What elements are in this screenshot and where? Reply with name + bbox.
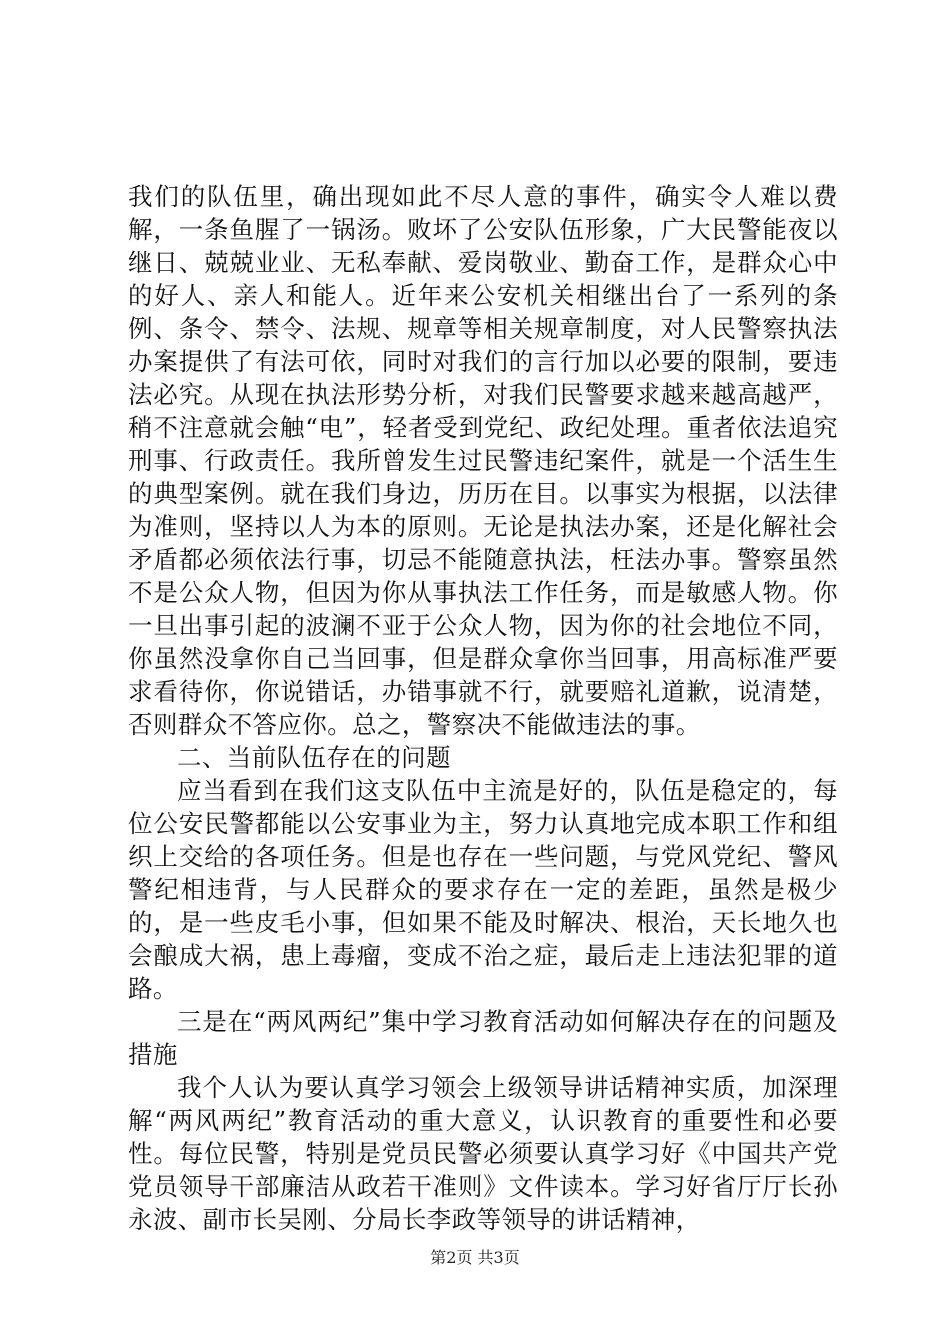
section-heading-two: 二、当前队伍存在的问题 xyxy=(177,743,451,772)
paragraph-team-issues: 应当看到在我们这支队伍中主流是好的，队伍是稳定的，每位公安民警都能以公安事业为主，努力认真地完成本职工作和组织上交给的各项任务。但是也存在一些问题，与党风党纪、警风警纪相违背，与人民群众的要求存在一定的差距，虽然是极少的，是一些皮毛小事，但如果不能及时解决、根治，天长地久也会酿成大祸，患上毒瘤，变成不治之症，最后走上违法犯罪的道路。 xyxy=(128,776,838,1003)
document-body xyxy=(128,180,838,1236)
page-number-footer: 第2页 共3页 xyxy=(430,1248,520,1267)
section-heading-three: 三是在“两风两纪”集中学习教育活动如何解决存在的问题及措施 xyxy=(128,1007,838,1069)
paragraph-measures: 我个人认为要认真学习领会上级领导讲话精神实质，加深理解“两风两纪”教育活动的重大意义，认识教育的重要性和必要性。每位民警，特别是党员民警必须要认真学习好《中国共产党党员领导干部廉洁从政若干准则》文件读本。学习好省厅厅长孙永波、副市长吴刚、分局长李政等领导的讲话精神， xyxy=(128,1073,838,1234)
paragraph-continuation: 我们的队伍里，确出现如此不尽人意的事件，确实令人难以费解，一条鱼腥了一锅汤。败坏了公安队伍形象，广大民警能夜以继日、兢兢业业、无私奉献、爱岗敬业、勤奋工作，是群众心中的好人、亲人和能人。近年来公安机关相继出台了一系列的条例、条令、禁令、法规、规章等相关规章制度，对人民警察执法办案提供了有法可依，同时对我们的言行加以必要的限制，要违法必究。从现在执法形势分析，对我们民警要求越来越高越严，稍不注意就会触“电”，轻者受到党纪、政纪处理。重者依法追究刑事、行政责任。我所曾发生过民警违纪案件，就是一个活生生的典型案例。就在我们身边，历历在目。以事实为根据，以法律为准则，坚持以人为本的原则。无论是执法办案，还是化解社会矛盾都必须依法行事，切忌不能随意执法，枉法办事。警察虽然不是公众人物，但因为你从事执法工作任务，而是敏感人物。你一旦出事引起的波澜不亚于公众人物，因为你的社会地位不同，你虽然没拿你自己当回事，但是群众拿你当回事，用高标准严要求看待你，你说错话，办错事就不行，就要赔礼道歉，说清楚，否则群众不答应你。总之，警察决不能做违法的事。 xyxy=(128,182,838,739)
